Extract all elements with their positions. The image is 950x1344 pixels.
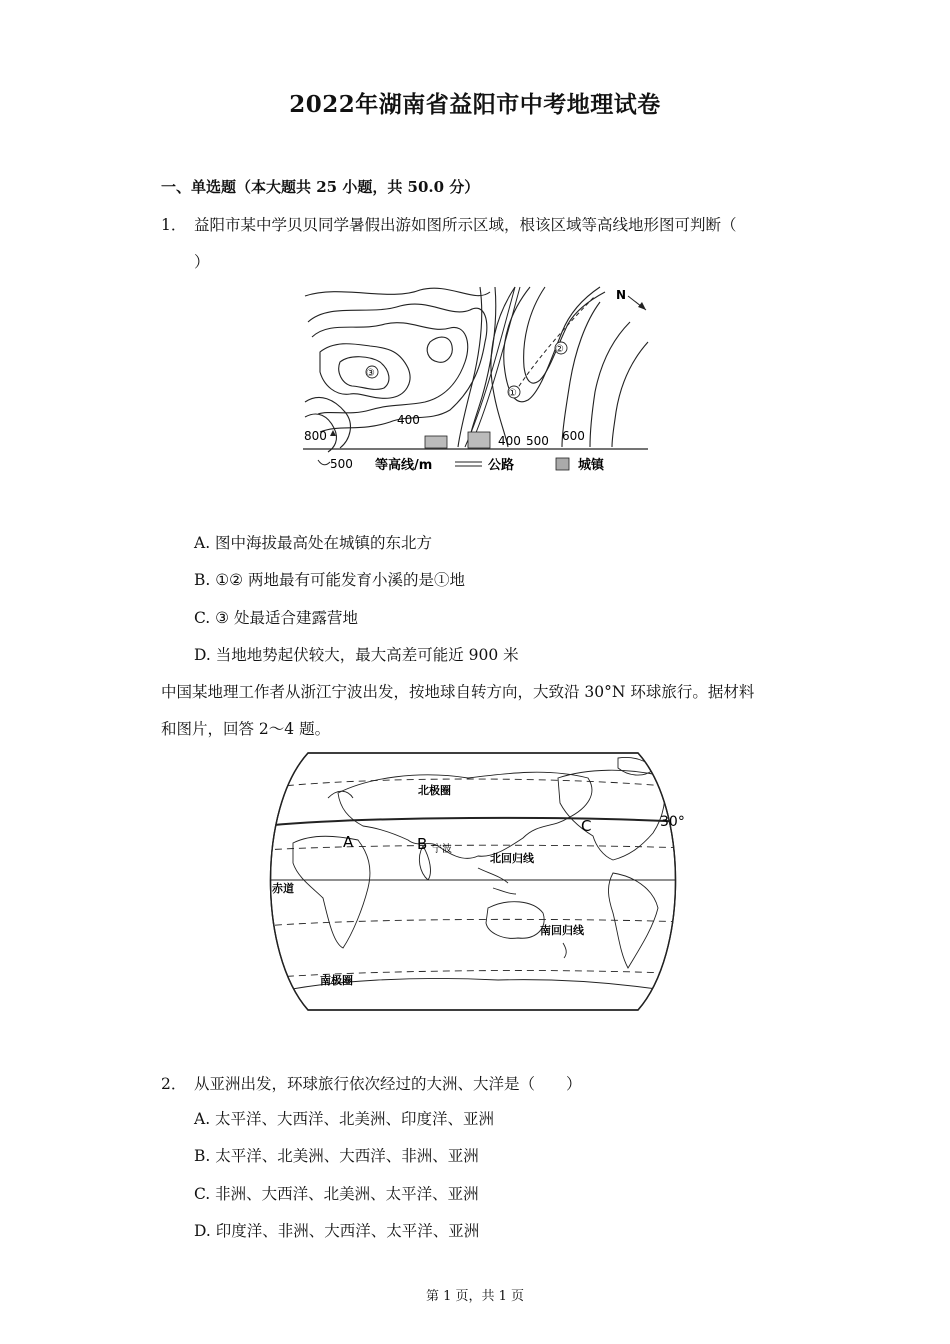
lat-30-label: 30° (660, 814, 685, 830)
contour-label-400-right: 400 (498, 434, 521, 448)
page-footer: 第 1 页，共 1 页 (425, 1289, 525, 1304)
marker-1-label: ① (508, 388, 517, 399)
arctic-circle-label: 北极圈 (418, 784, 451, 797)
q2-option-a[interactable]: A. 太平洋、大西洋、北美洲、印度洋、亚洲 (194, 1110, 495, 1128)
legend-contour-sample: 500 (330, 457, 353, 471)
q2-option-d[interactable]: D. 印度洋、非洲、大西洋、太平洋、亚洲 (194, 1222, 480, 1240)
contour-label-400-left: 400 (397, 413, 420, 427)
contour-map-figure (300, 282, 650, 477)
q1-option-b[interactable]: B. ①② 两地最有可能发育小溪的是①地 (194, 571, 465, 589)
tropic-s-label: 南回归线 (540, 924, 584, 937)
point-c-label: C (581, 817, 592, 835)
question-1-text: 益阳市某中学贝贝同学暑假出游如图所示区域，根该区域等高线地形图可判断（ (194, 216, 737, 234)
q1-option-c[interactable]: C. ③ 处最适合建露营地 (194, 609, 358, 627)
passage-line-1: 中国某地理工作者从浙江宁波出发，按地球自转方向，大致沿 30°N 环球旅行。据材料 (161, 683, 755, 701)
legend-town-label: 城镇 (578, 458, 605, 473)
point-b-label: B (417, 835, 428, 853)
legend-contour-label: 等高线/m (375, 458, 433, 473)
question-1-number: 1． (161, 216, 187, 234)
q1-option-d[interactable]: D. 当地地势起伏较大，最大高差可能近 900 米 (194, 646, 519, 664)
contour-label-800: 800 (304, 429, 327, 443)
antarctic-circle-label: 南极圈 (320, 974, 353, 987)
section-heading: 一、单选题（本大题共 25 小题，共 50.0 分） (161, 178, 480, 196)
point-a-label: A (343, 833, 354, 851)
tropic-n-label: 北回归线 (490, 852, 534, 865)
q2-option-b[interactable]: B. 太平洋、北美洲、大西洋、非洲、亚洲 (194, 1147, 479, 1165)
q2-option-c[interactable]: C. 非洲、大西洋、北美洲、太平洋、亚洲 (194, 1185, 479, 1203)
legend-road-label: 公路 (488, 458, 515, 473)
question-1-text-end: ） (194, 253, 210, 271)
north-label: N (616, 288, 627, 302)
contour-label-500: 500 (526, 434, 549, 448)
page-title: 2022年湖南省益阳市中考地理试卷 (289, 91, 661, 118)
marker-2-label: ② (555, 344, 564, 355)
question-2-number: 2． (161, 1075, 187, 1093)
world-map-figure (268, 748, 688, 1013)
ningbo-label: 宁波 (432, 844, 452, 855)
question-2-text: 从亚洲出发，环球旅行依次经过的大洲、大洋是（ ） (194, 1075, 582, 1093)
contour-label-600: 600 (562, 429, 585, 443)
equator-label: 赤道 (272, 882, 294, 895)
marker-3-label: ③ (366, 368, 375, 379)
passage-line-2: 和图片，回答 2～4 题。 (161, 720, 331, 738)
q1-option-a[interactable]: A. 图中海拔最高处在城镇的东北方 (194, 534, 433, 552)
